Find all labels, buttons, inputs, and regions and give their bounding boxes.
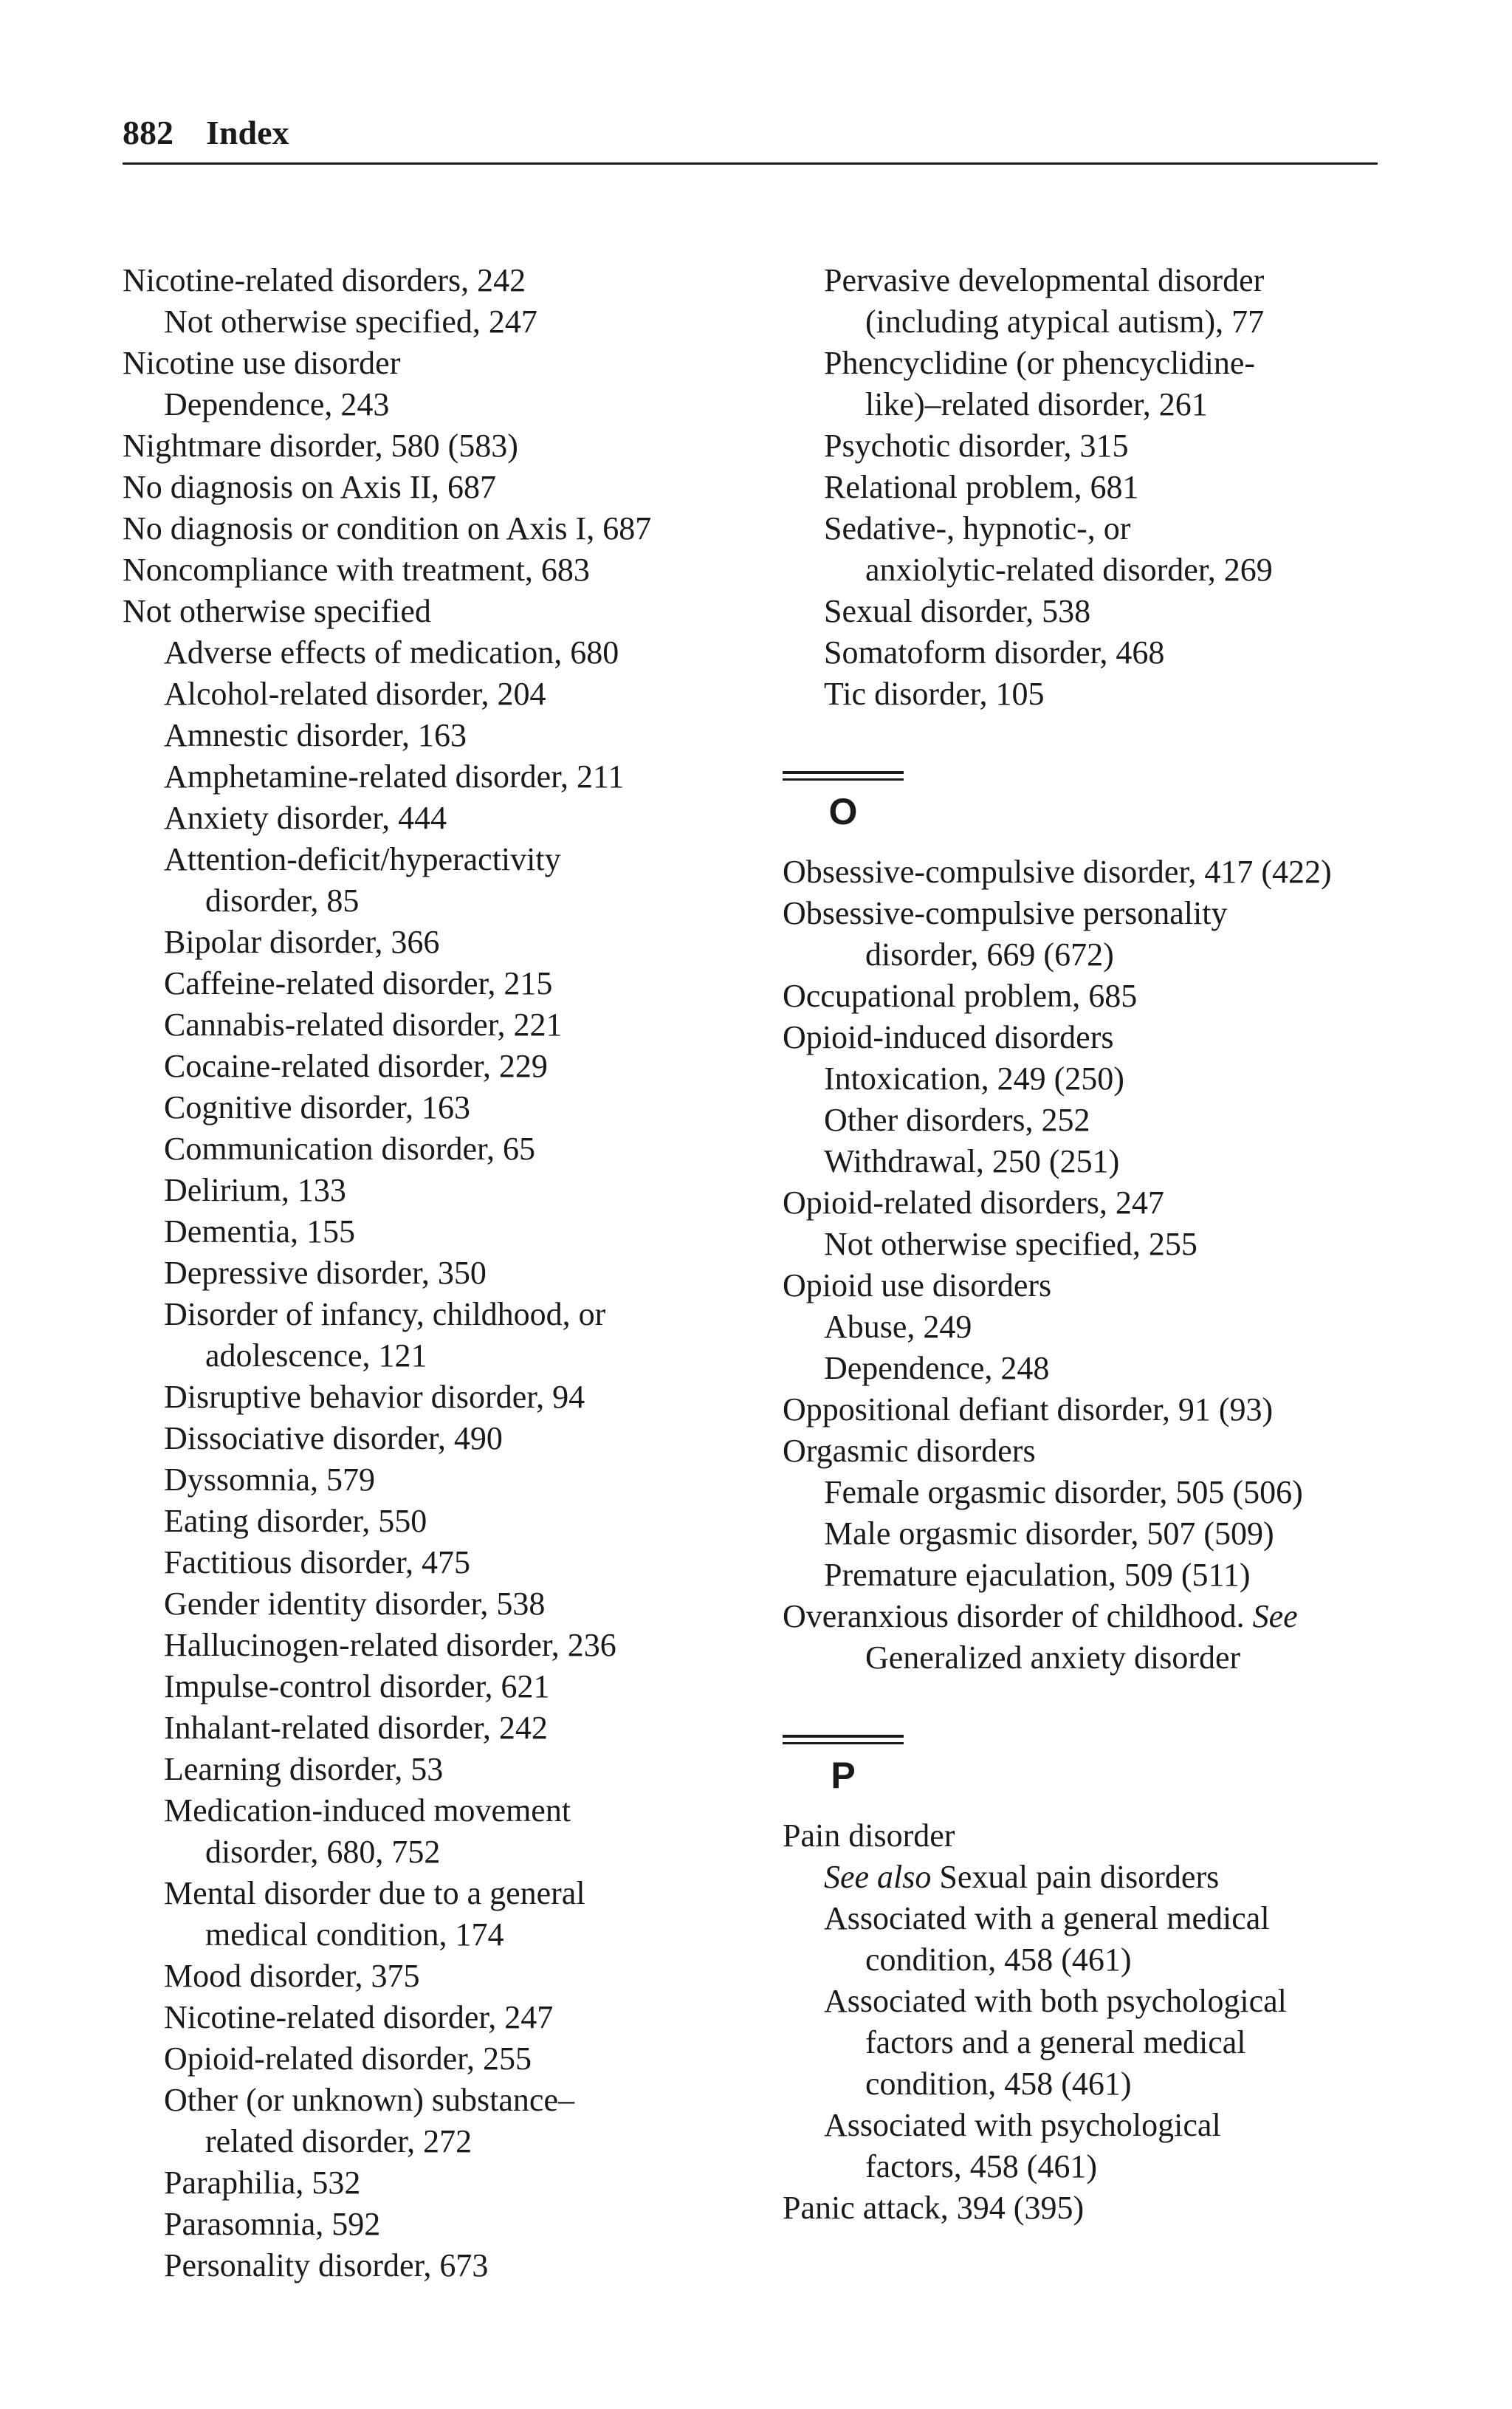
index-entry: Disruptive behavior disorder, 94: [164, 1379, 585, 1415]
index-entry: Nicotine-related disorders, 242: [123, 262, 526, 298]
left-column: [123, 260, 787, 2286]
section-o: [783, 771, 1418, 1679]
index-entry: Opioid use disorders: [783, 1267, 1052, 1303]
index-entry: Parasomnia, 592: [164, 2206, 381, 2242]
index-entry: Cannabis-related disorder, 221: [164, 1007, 563, 1043]
index-entry: Opioid-related disorders, 247: [783, 1185, 1164, 1221]
index-entry: Pain disorder: [783, 1817, 955, 1854]
index-entry: Associated with a general medical: [824, 1900, 1270, 1936]
index-entry: Paraphilia, 532: [164, 2165, 361, 2201]
index-entry: Phencyclidine (or phencyclidine-: [824, 345, 1256, 381]
index-entry: Factitious disorder, 475: [164, 1544, 470, 1580]
index-entry: No diagnosis or condition on Axis I, 687: [123, 510, 652, 546]
index-entry: Amnestic disorder, 163: [164, 717, 467, 753]
index-entry: Alcohol-related disorder, 204: [164, 676, 546, 712]
index-entry: Other (or unknown) substance–: [164, 2082, 574, 2118]
index-entry: Personality disorder, 673: [164, 2247, 489, 2283]
index-entry: Oppositional defiant disorder, 91 (93): [783, 1391, 1274, 1428]
section-o-rule-2: [783, 778, 904, 781]
index-entry: disorder, 85: [205, 883, 360, 919]
index-entry: Obsessive-compulsive disorder, 417 (422): [783, 854, 1332, 890]
index-entry: disorder, 680, 752: [205, 1834, 441, 1870]
section-p-rule: [783, 1735, 904, 1738]
index-entry: Mood disorder, 375: [164, 1958, 420, 1994]
index-entry: factors, 458 (461): [865, 2148, 1098, 2184]
index-entry: Not otherwise specified, 247: [164, 304, 537, 340]
index-entry: Nicotine-related disorder, 247: [164, 1999, 554, 2035]
index-entry: Noncompliance with treatment, 683: [123, 552, 590, 588]
index-entry: Hallucinogen-related disorder, 236: [164, 1627, 616, 1663]
index-entry: Intoxication, 249 (250): [824, 1060, 1124, 1097]
index-entry: Panic attack, 394 (395): [783, 2190, 1085, 2226]
index-entry: Associated with psychological: [824, 2107, 1221, 2143]
index-entry: Medication-induced movement: [164, 1792, 571, 1829]
page-title: Index: [206, 114, 289, 151]
index-entry: medical condition, 174: [205, 1916, 504, 1953]
index-entry: Dependence, 243: [164, 386, 390, 422]
index-entry: disorder, 669 (672): [865, 936, 1114, 973]
index-entry: Other disorders, 252: [824, 1102, 1090, 1138]
index-entry: Associated with both psychological: [824, 1983, 1287, 2019]
index-entry: Somatoform disorder, 468: [824, 634, 1165, 671]
index-entry: Anxiety disorder, 444: [164, 800, 447, 836]
index-entry: condition, 458 (461): [865, 2066, 1132, 2102]
index-entry: Generalized anxiety disorder: [865, 1639, 1241, 1676]
index-entry: Mental disorder due to a general: [164, 1875, 585, 1911]
index-entry: Nicotine use disorder: [123, 345, 401, 381]
index-entry: Eating disorder, 550: [164, 1503, 427, 1539]
section-p-entries: [783, 1898, 1418, 2229]
index-entry: Communication disorder, 65: [164, 1131, 535, 1167]
index-entry: condition, 458 (461): [865, 1942, 1132, 1978]
index-entry: Adverse effects of medication, 680: [164, 634, 619, 671]
entry-text: Sexual pain disorders: [931, 1859, 1220, 1895]
index-entry: Delirium, 133: [164, 1172, 346, 1208]
index-entry: [783, 1596, 1418, 1637]
index-entry: Orgasmic disorders: [783, 1433, 1036, 1469]
index-entry: Female orgasmic disorder, 505 (506): [824, 1474, 1303, 1510]
index-entry: Abuse, 249: [824, 1309, 972, 1345]
index-entry: Depressive disorder, 350: [164, 1255, 487, 1291]
index-entry: Amphetamine-related disorder, 211: [164, 758, 625, 795]
entry-text: Overanxious disorder of childhood.: [783, 1598, 1253, 1634]
index-entry: Bipolar disorder, 366: [164, 924, 440, 960]
index-entry: Obsessive-compulsive personality: [783, 895, 1228, 931]
index-entry: Attention-deficit/hyperactivity: [164, 841, 561, 877]
index-entry: Sexual disorder, 538: [824, 593, 1091, 629]
index-entry: Learning disorder, 53: [164, 1751, 444, 1787]
index-entry: factors and a general medical: [865, 2024, 1246, 2060]
index-entry: Dependence, 248: [824, 1350, 1050, 1386]
index-entry: Impulse-control disorder, 621: [164, 1668, 550, 1704]
index-entry: Opioid-induced disorders: [783, 1019, 1114, 1055]
index-entry: anxiolytic-related disorder, 269: [865, 552, 1273, 588]
index-entry: Cocaine-related disorder, 229: [164, 1048, 548, 1084]
section-p: [783, 1735, 1418, 2229]
index-entry: Inhalant-related disorder, 242: [164, 1710, 548, 1746]
index-entry: like)–related disorder, 261: [865, 386, 1208, 422]
index-entry: Not otherwise specified: [123, 593, 431, 629]
section-p-rule-2: [783, 1742, 904, 1744]
index-entry: No diagnosis on Axis II, 687: [123, 469, 496, 505]
index-entry: Premature ejaculation, 509 (511): [824, 1557, 1251, 1593]
index-entry: Male orgasmic disorder, 507 (509): [824, 1515, 1274, 1552]
index-entry: Caffeine-related disorder, 215: [164, 965, 553, 1001]
index-entry: Dyssomnia, 579: [164, 1461, 375, 1498]
index-entry: Psychotic disorder, 315: [824, 428, 1129, 464]
index-entry: Tic disorder, 105: [824, 676, 1045, 712]
index-entry: Dissociative disorder, 490: [164, 1420, 503, 1456]
index-entry: Disorder of infancy, childhood, or: [164, 1296, 606, 1332]
index-entry: Cognitive disorder, 163: [164, 1089, 470, 1125]
running-header: [123, 112, 1378, 154]
section-p-letter: P: [831, 1755, 856, 1796]
index-entry: Opioid-related disorder, 255: [164, 2040, 532, 2077]
right-top-entries: [783, 260, 1418, 715]
section-o-entries: [783, 851, 1418, 1596]
right-column: [783, 260, 1418, 2229]
index-entry: Pervasive developmental disorder: [824, 262, 1265, 298]
index-entry: adolescence, 121: [205, 1337, 427, 1374]
section-o-rule: [783, 771, 904, 774]
index-entry: Not otherwise specified, 255: [824, 1226, 1197, 1262]
index-entry: Dementia, 155: [164, 1213, 356, 1250]
section-o-letter: O: [828, 791, 858, 832]
header-rule: [123, 162, 1378, 165]
index-entry: [783, 1857, 1418, 1898]
page-number: 882: [123, 114, 173, 151]
index-entry: Occupational problem, 685: [783, 978, 1138, 1014]
index-entry: Nightmare disorder, 580 (583): [123, 428, 518, 464]
index-entry: Withdrawal, 250 (251): [824, 1143, 1120, 1179]
see-also-reference: See also: [824, 1859, 932, 1895]
see-reference: See: [1252, 1598, 1298, 1634]
index-entry: Gender identity disorder, 538: [164, 1586, 546, 1622]
index-entry: related disorder, 272: [205, 2123, 472, 2159]
index-entry: (including atypical autism), 77: [865, 304, 1265, 340]
index-entry: Sedative-, hypnotic-, or: [824, 510, 1131, 546]
index-entry: Relational problem, 681: [824, 469, 1139, 505]
